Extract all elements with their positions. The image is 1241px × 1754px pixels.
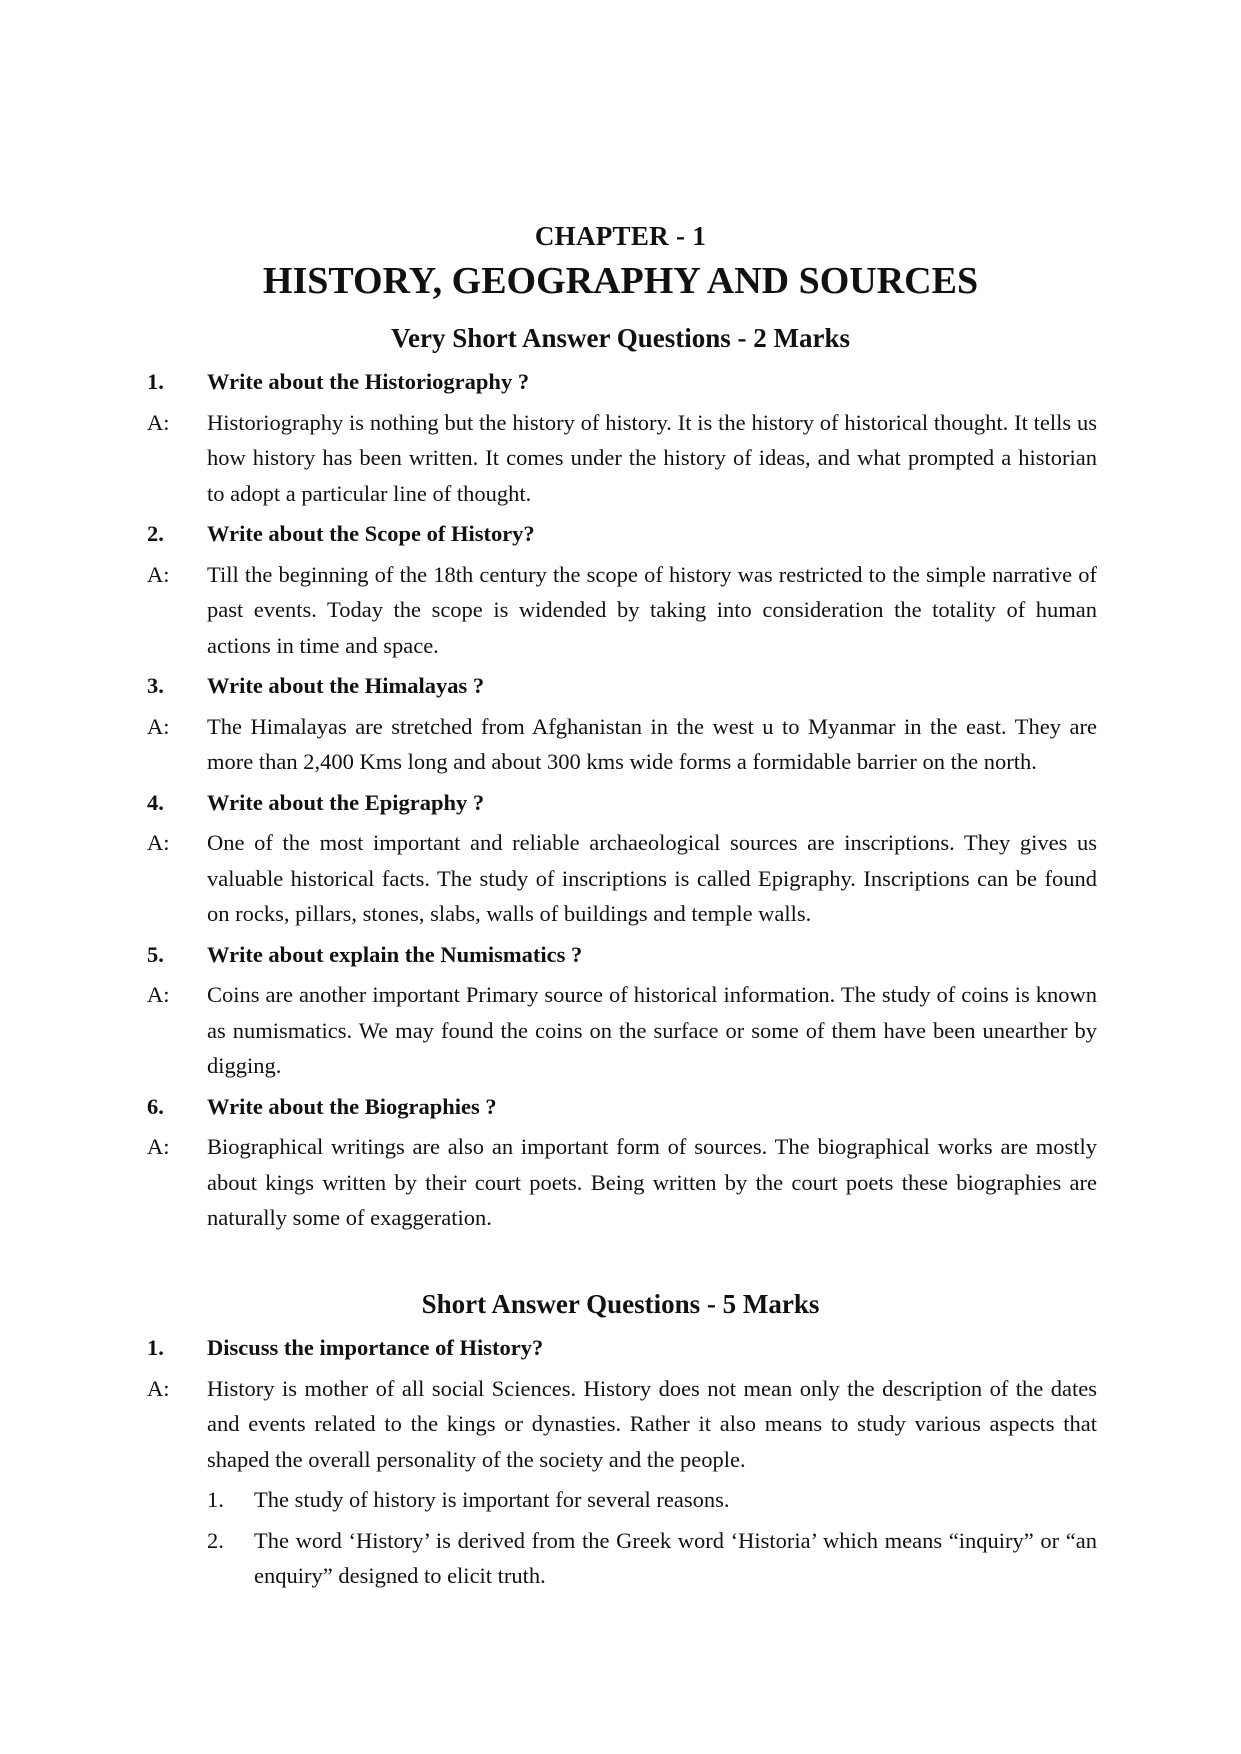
question-text: Write about explain the Numismatics ? — [207, 941, 583, 967]
chapter-title: HISTORY, GEOGRAPHY AND SOURCES — [262, 260, 979, 302]
very-short-questions-list — [147, 364, 1097, 1241]
question-text: Write about the Biographies ? — [207, 1093, 497, 1119]
answer-marker: A: — [147, 1375, 170, 1401]
answer-item — [147, 825, 1097, 932]
answer-text: Biographical writings are also an important form of sources. The biographical works are mostly about kings written by their court poets. Being written by the court poets these biographies are naturally some of exaggeration. — [207, 1134, 1097, 1230]
answer-text: History is mother of all social Sciences. History does not mean only the description of the dates and events related to the kings or dynasties. Rather it also means to study various aspects that shaped the overall personality of the society and the people. — [207, 1375, 1097, 1472]
question-item — [147, 937, 1097, 973]
answer-marker: A: — [147, 409, 170, 435]
question-item — [147, 785, 1097, 821]
answer-text: Till the beginning of the 18th century the scope of history was restricted to the simple narrative of past events. Today the scope is widended by taking into consideration the totality of human actions in time and space. — [207, 561, 1097, 658]
answer-text: The Himalayas are stretched from Afghanistan in the west u to Myanmar in the east. They are more than 2,400 Kms long and about 300 kms wide forms a formidable barrier on the north. — [207, 713, 1097, 774]
question-number: 3. — [147, 673, 164, 698]
point-number: 2. — [207, 1527, 224, 1553]
answer-marker: A: — [147, 561, 170, 587]
question-item — [147, 364, 1097, 400]
answer-point — [207, 1523, 1097, 1594]
question-text: Write about the Historiography ? — [207, 369, 530, 394]
question-item — [147, 1089, 1097, 1125]
answer-item — [147, 405, 1097, 512]
question-text: Write about the Himalayas ? — [207, 673, 485, 698]
question-text: Write about the Epigraphy ? — [207, 789, 485, 815]
answer-item — [147, 1371, 1097, 1478]
answer-text: One of the most important and reliable archaeological sources are inscriptions. They gives us valuable historical facts. The study of inscriptions is called Epigraphy. Inscriptions can be found on rocks, pillars, stones, slabs, walls of buildings and temple walls. — [207, 830, 1097, 926]
question-number: 4. — [147, 789, 164, 815]
chapter-label: CHAPTER - 1 — [534, 221, 707, 251]
question-item — [147, 516, 1097, 552]
answer-item — [147, 557, 1097, 664]
answer-marker: A: — [147, 1134, 170, 1159]
short-questions-list — [147, 1330, 1097, 1599]
question-text: Write about the Scope of History? — [207, 521, 535, 546]
answer-point — [207, 1482, 1097, 1518]
question-item — [147, 668, 1097, 704]
question-number: 1. — [147, 1335, 164, 1360]
question-number: 2. — [147, 521, 164, 546]
answer-points-list — [207, 1482, 1097, 1594]
answer-marker: A: — [147, 713, 170, 739]
point-number: 1. — [207, 1487, 224, 1512]
section-heading-very-short: Very Short Answer Questions - 2 Marks — [390, 323, 850, 353]
question-number: 1. — [147, 369, 164, 394]
question-number: 6. — [147, 1093, 164, 1119]
answer-text: Coins are another important Primary source of historical information. The study of coins is known as numismatics. We may found the coins on the surface or some of them have been unearther by digging. — [207, 982, 1097, 1078]
answer-item — [147, 1129, 1097, 1236]
question-text: Discuss the importance of History? — [207, 1335, 544, 1360]
answer-text: Historiography is nothing but the history of history. It is the history of historical thought. It tells us how history has been written. It comes under the history of ideas, and what prompted a historian to adopt a particular line of thought. — [207, 409, 1097, 506]
answer-item — [147, 977, 1097, 1084]
answer-marker: A: — [147, 830, 170, 855]
question-item — [147, 1330, 1097, 1366]
section-heading-short: Short Answer Questions - 5 Marks — [421, 1289, 820, 1319]
answer-item — [147, 709, 1097, 780]
answer-marker: A: — [147, 982, 170, 1007]
question-number: 5. — [147, 941, 164, 967]
point-text: The study of history is important for several reasons. — [254, 1487, 730, 1512]
point-text: The word ‘History’ is derived from the Greek word ‘Historia’ which means “inquiry” or “an enquiry” designed to elicit truth. — [254, 1527, 1097, 1588]
